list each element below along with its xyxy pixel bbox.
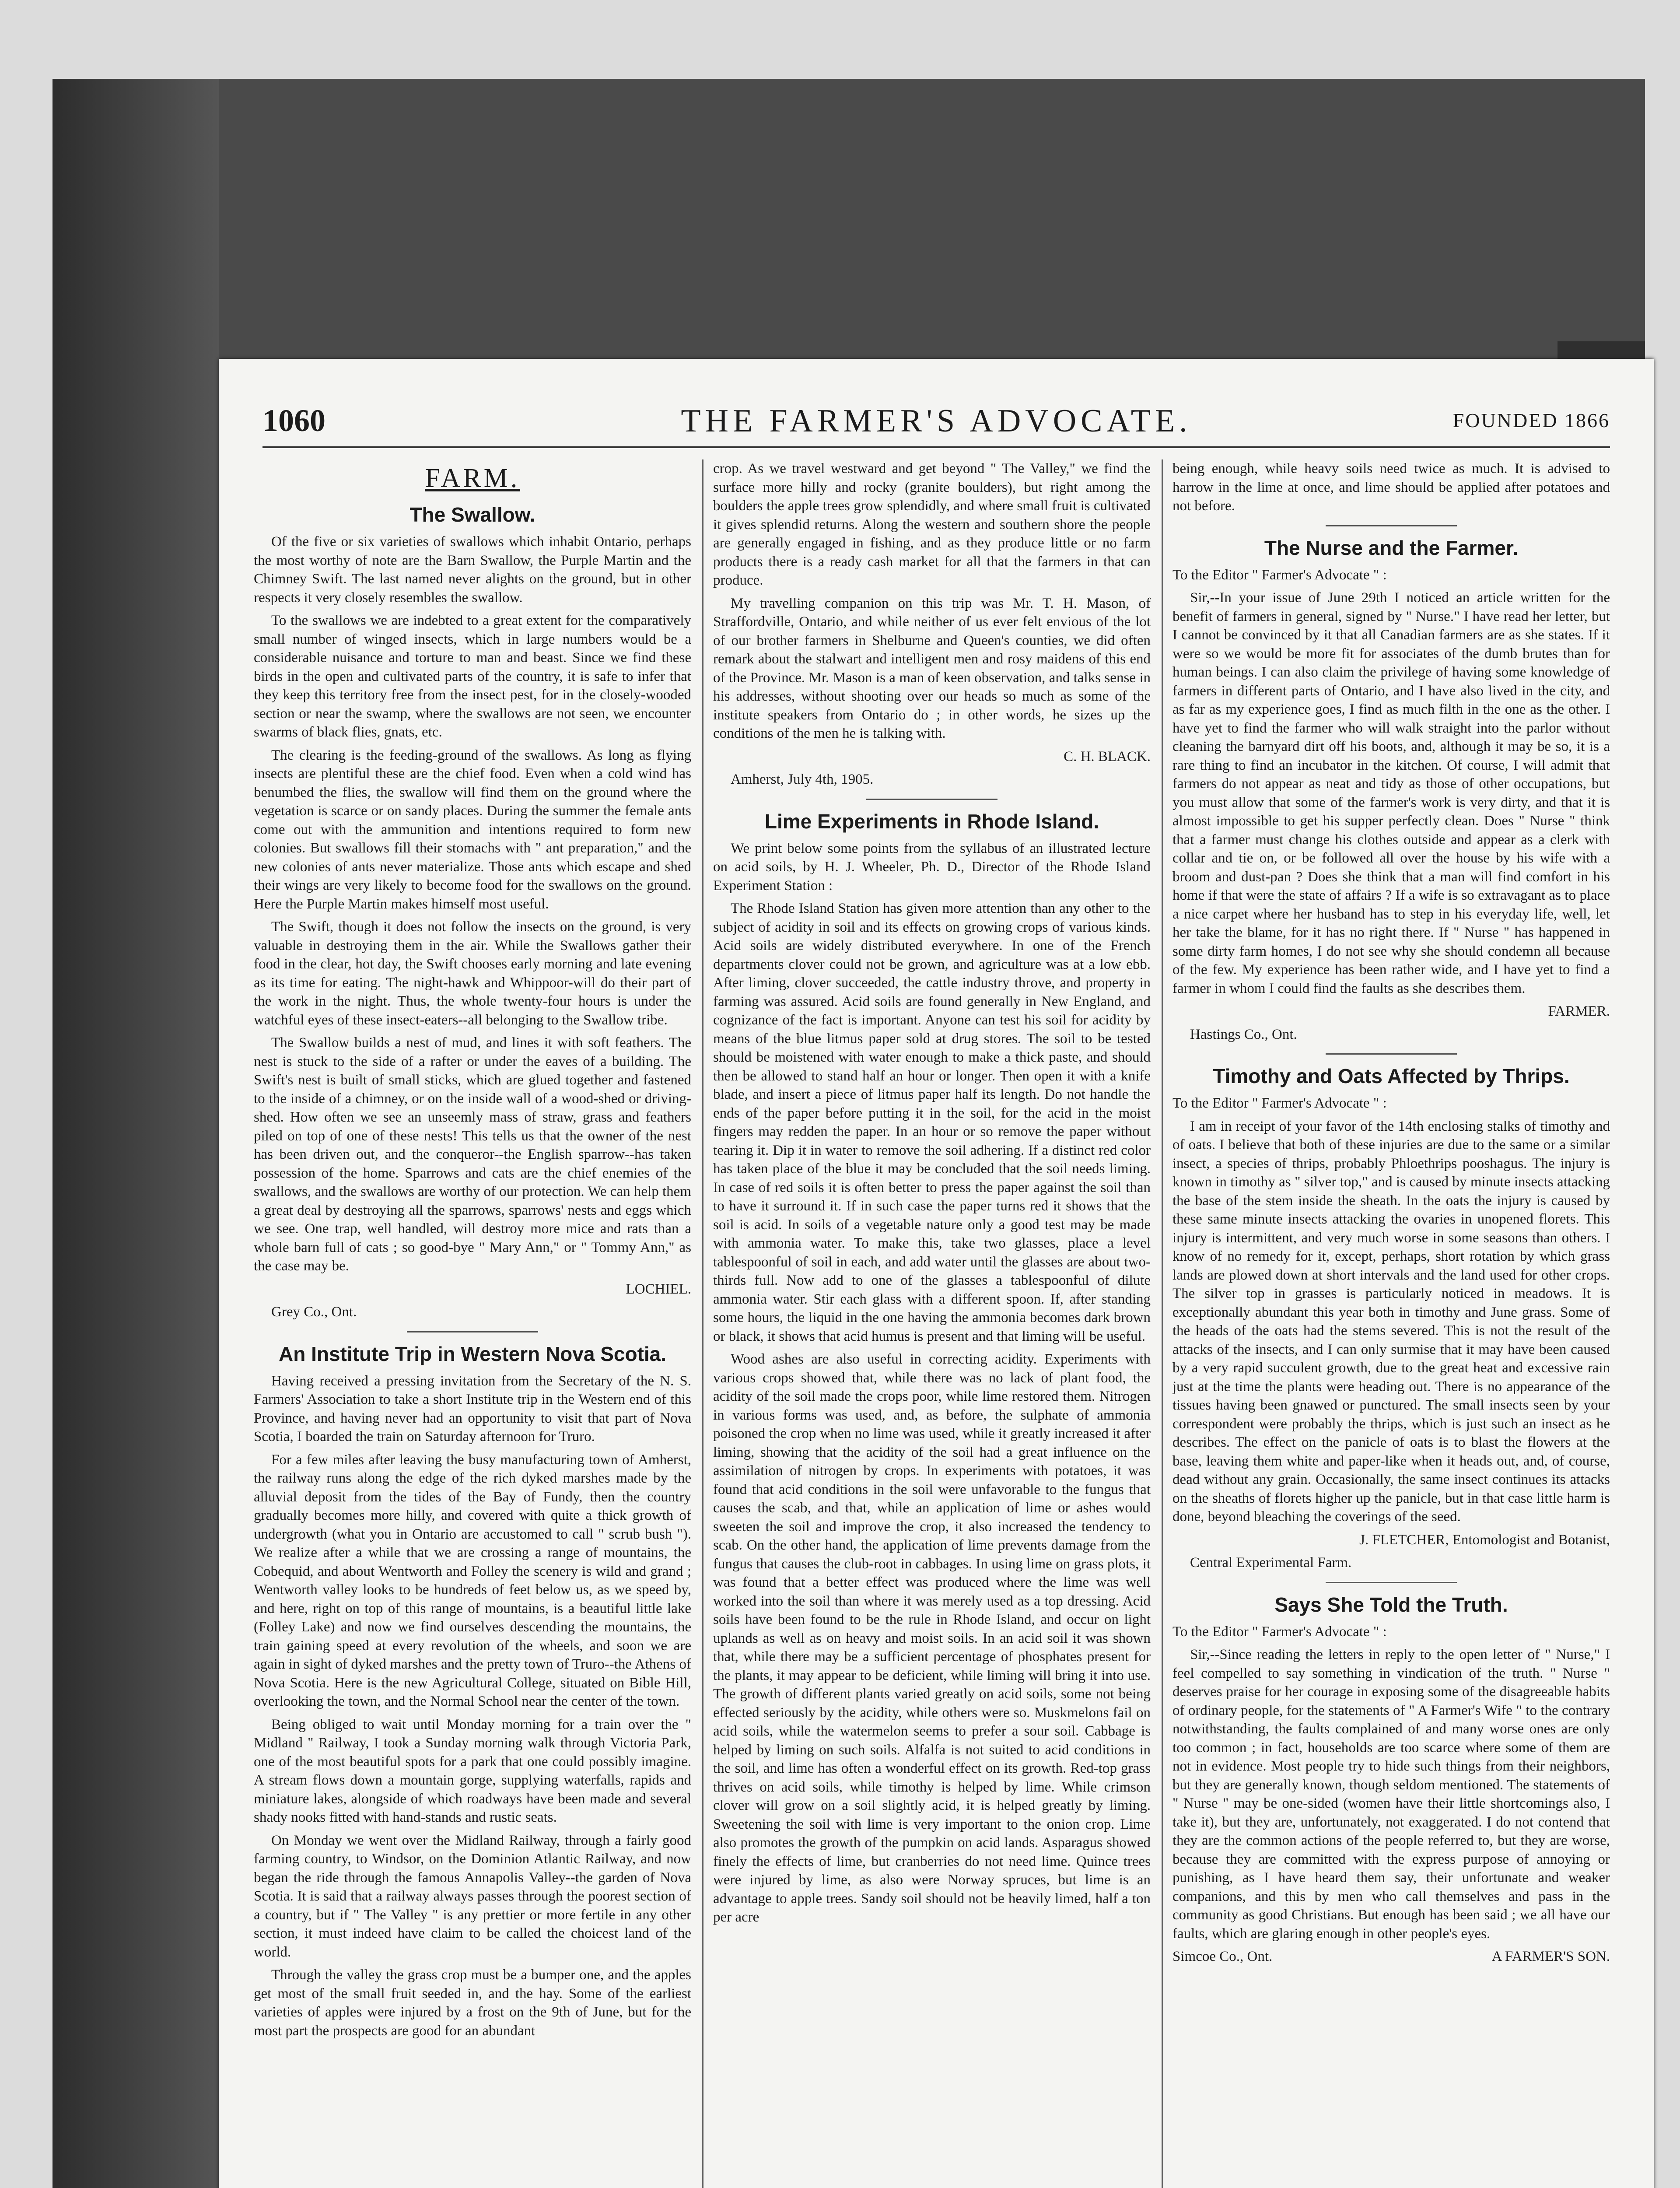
column-1 [254, 459, 691, 2188]
lime-title: Lime Experiments in Rhode Island. [764, 810, 1099, 833]
institute-continuation: My travelling companion on this trip was Mr. T. H. Mason, of Straffordville, Ontario, and while neither of us ever felt envious of the lot of our brother farmers in Shelburne and Queen's counties, we did often remark about the stalwart and intelligent men and rosy maidens of this end of the Province. Mr. Mason is a man of keen observation, and talks sense in his addresses, without shooting over our heads so much as some of the institute speakers from Ontario do ; in other words, he sizes up the conditions of the men he is talking with. [713, 595, 1151, 741]
truth-signature: A FARMER'S SON. [1491, 1949, 1610, 1964]
column-divider [702, 459, 704, 2188]
divider [1326, 1582, 1457, 1583]
column-divider [1162, 459, 1163, 2188]
page-header [262, 403, 1610, 442]
institute-paragraph: Through the valley the grass crop must be a bumper one, and the apples get most of the small fruit seeded in, and the hay. Some of the earliest varieties of apples were injured by a frost on the 9th of June, but for the most part the prospects are good for an abundant [254, 1967, 691, 2039]
institute-paragraph: On Monday we went over the Midland Railway, through a fairly good farming country, to Windsor, on the Dominion Atlantic Railway, and now began the ride through the famous Annapolis Valley--the garden of Nova Scotia. It is said that a railway always passes through the poorest section of a country, but if " The Valley " is any prettier or more fertile in any other section, it must indeed have claim to be called the choicest land of the world. [254, 1832, 691, 1960]
nurse-place: Hastings Co., Ont. [1190, 1026, 1297, 1042]
lime-paragraph: Wood ashes are also useful in correcting acidity. Experiments with various crops showed that, while there was no lack of plant food, the acidity of the soil made the crops poor, while lime restored them. Nitrogen in various forms was used, and, as before, the sulphate of ammonia poisoned the crop when no lime was used, while it greatly increased it after liming, showing that the acidity of the soil had a great influence on the assimilation of nitrogen by crops. In experiments with potatoes, it was found that acid conditions in the soil were unfavorable to the fungus that causes the scab, and that, while an application of lime or ashes would sweeten the soil and improve the crop, it also increased the tendency to scab. On the other hand, the application of lime prevents damage from the fungus that causes the club-root in cabbages. In using lime on grass plots, it was found that a better effect was produced where the lime was well worked into the soil than where it was merely used as a top dressing. Acid soils have been found to be the rule in Rhode Island, and occur on light uplands as well as on heavy and moist soils. In an acid soil it was shown that, while there may be a sufficient percentage of phosphates present for the plants, it may appear to be deficient, while liming will bring it into use. The growth of different plants varied greatly on acid soils, some not being effected seriously by the acidity, while others were so. Muskmelons fail on acid soils, while the watermelon seems to prefer a sour soil. Cabbage is helped by liming on such soils. Alfalfa is not suited to acid conditions in the soil, and lime has often a wonderful effect on its growth. Red-top grass thrives on acid soils, while timothy is helped by lime. While crimson clover will grow on a soil slightly acid, it is helped greatly by liming. Sweetening the soil with lime is very important to the onion crop. Lime also promotes the growth of the pumpkin on acid lands. Asparagus showed finely the effects of lime, but cranberries do not need lime. Quince trees were injured by lime, as also were Norway spruces, but lime is an advantage to apple trees. Sandy soil should not be heavily limed, half a ton per acre [713, 1351, 1151, 1925]
swallow-paragraph: Of the five or six varieties of swallows which inhabit Ontario, perhaps the most worthy of note are the Barn Swallow, the Purple Martin and the Chimney Swift. The last named never alights on the ground, but in other respects it very closely resembles the swallow. [254, 534, 691, 606]
institute-title: An Institute Trip in Western Nova Scotia. [278, 1342, 667, 1365]
timothy-signature-line2: Central Experimental Farm. [1190, 1555, 1352, 1571]
nurse-paragraph: Sir,--In your issue of June 29th I noticed an article written for the benefit of farmers in general, signed by " Nurse." I have read her letter, but I cannot be convinced by it that all Canadian farmers are as she states. If it were so we would be more fit for associates of the dumb brutes than for human beings. I can also claim the privilege of having some knowledge of farmers in different parts of Ontario, and I have also lived in the city, and as far as my experience goes, I find as much filth in the one as the other. I have yet to find the farmer who will walk straight into the parlor without cleaning the barnyard dirt off his boots, and, although it may be so, it is a rare thing to find an incubator in the kitchen. Of course, I will admit that farmers do not appear as neat and tidy as those of other occupations, but you must allow that some of the farmer's work is very dirty, and that it is almost impossible to get his supper perfectly clean. Does " Nurse " think that a farmer must change his clothes outside and appear as a clerk with collar and tie on, or be followed all over the house by his wife with a broom and dust-pan ? Does she think that a man will find comfort in his home if that were the state of affairs ? If a wife is so extravagant as to place a nice carpet where her husband has to step in his everyday life, well, let her take the blame, for it has no right there. If " Nurse " has happened in some dirty farm homes, I do not see why she should condemn all because of the few. My experience has been rather wide, and I have yet to find a farmer in whom I could find the faults as she describes them. [1172, 590, 1610, 996]
newspaper-page [219, 359, 1654, 2188]
nurse-salutation: To the Editor " Farmer's Advocate " : [1172, 567, 1387, 583]
institute-paragraph: Having received a pressing invitation from the Secretary of the N. S. Farmers' Association to take a short Institute trip in the Western end of this Province, and having never had an opportunity to visit that part of Nova Scotia, I boarded the train on Saturday afternoon for Truro. [254, 1373, 691, 1445]
divider [1326, 1053, 1457, 1055]
timothy-signature: J. FLETCHER, Entomologist and Botanist, [1359, 1532, 1610, 1548]
truth-paragraph: Sir,--Since reading the letters in reply to the open letter of " Nurse," I feel compelled to say something in vindication of the truth. " Nurse " deserves praise for her courage in exposing some of the disagreeable habits of ordinary people, for the statements of " A Farmer's Wife " to the contrary notwithstanding, the faults complained of and many worse ones are only too common ; in fact, households are too scarce where some of them are not in evidence. Most people try to hide such things from their neighbors, but they are generally known, though seldom mentioned. The statements of " Nurse " may be one-sided (women have their little shortcomings also, I take it), but they are, unfortunately, not exaggerated. I do not contend that they are the common actions of the people referred to, but they are worse, because they are committed with the express purpose of annoying or punishing, as I have heard them say, their unfortunate and weaker companions, and this by men who call themselves and pass in the community as good Christians. But enough has been said ; we all have our faults, which are glaring enough in other people's eyes. [1172, 1647, 1610, 1942]
column-2 [713, 459, 1151, 2188]
department-heading: FARM. [425, 463, 520, 493]
lime-paragraph: The Rhode Island Station has given more attention than any other to the subject of acidity in soil and its effects on growing crops of various kinds. Acid soils are widely distributed everywhere. In one of the French departments clover could not be grown, and agriculture was at a low ebb. After liming, clover succeeded, the cattle industry throve, and property in farming was assured. Acid soils are found generally in New England, and cognizance of the fact is important. Anyone can test his soil for acidity by means of the blue litmus paper sold at drug stores. The soil to be tested should be moistened with water enough to make a thick paste, and should then be allowed to stand half an hour or longer. Then open it with a knife blade, and insert a piece of litmus paper half its length. Do not handle the ends of the paper before putting it in the soil, for the acid in the moist fingers may redden the paper. In an hour or so remove the paper without tearing it. Dip it in water to remove the soil adhering. If a distinct red color has taken place of the blue it may be concluded that the soil needs liming. In case of red soils it is often better to press the paper against the soil than to have it surround it. If in such case the paper turns red it shows that the soil is acid. In soils of a vegetable nature only a good test may be made with ammonia water. To make this, take two glasses, place a level tablespoonful of soil in each, and add water until the glasses are about two-thirds full. Now add to one of the glasses a tablespoonful of dilute ammonia water. Stir each glass with a different spoon. If, after standing some hours, the liquid in the one having the ammonia becomes dark brown or black, it shows that acid humus is present and that liming will be useful. [713, 901, 1151, 1344]
swallow-paragraph: The Swallow builds a nest of mud, and lines it with soft feathers. The nest is stuck to the side of a rafter or under the eaves of a building. The Swift's nest is built of small sticks, which are glued together and fastened to the inside of a chimney, or on the inside wall of a wood-shed or driving-shed. How often we see an unseemly mass of straw, grass and feathers piled on top of one of these nests! This tells us that the owner of the nest has been driven out, and the conqueror--the English sparrow--has taken possession of the home. Sparrows and cats are the chief enemies of the swallows, and the swallows are worthy of our protection. We can help them a great deal by destroying all the sparrows, sparrows' nests and eggs which we see. One trap, well handled, will destroy more mice and rats than a whole barn full of cats ; so good-bye " Mary Ann," or " Tommy Ann," as the case may be. [254, 1035, 691, 1274]
swallow-paragraph: To the swallows we are indebted to a great extent for the comparatively small number of winged insects, which in large numbers would be a considerable nuisance and torture to man and beast. Since we find these birds in the open and cultivated parts of the country, it is safe to infer that they keep this territory free from the insect pest, for in the closely-wooded section or near the swamp, where the swallows are not seen, we encounter swarms of black flies, gnats, etc. [254, 613, 691, 740]
divider [407, 1331, 538, 1332]
institute-paragraph: Being obliged to wait until Monday morning for a train over the " Midland " Railway, I took a Sunday morning walk through Victoria Park, one of the most beautiful spots for a park that one could possibly imagine. A stream flows down a mountain gorge, supplying waterfalls, rapids and miniature lakes, alongside of which roadways have been made and several shady nooks fitted with hand-stands and rustic seats. [254, 1716, 691, 1825]
column-3 [1172, 459, 1610, 2188]
swallow-signature: LOCHIEL. [626, 1281, 691, 1297]
truth-place: Simcoe Co., Ont. [1172, 1949, 1273, 1964]
truth-salutation: To the Editor " Farmer's Advocate " : [1172, 1623, 1387, 1640]
timothy-salutation: To the Editor " Farmer's Advocate " : [1172, 1095, 1387, 1111]
institute-place: Amherst, July 4th, 1905. [731, 771, 874, 787]
timothy-paragraph: I am in receipt of your favor of the 14th enclosing stalks of timothy and of oats. I believe that both of these injuries are due to the same or a similar insect, a species of thrips, probably Phloethrips pooshagus. The injury is known in timothy as " silver top," and is caused by minute insects attacking the base of the stem inside the sheath. In the oats the injury is caused by these same minute insects attacking the ovaries in unopened florets. This injury is intermittent, and very much worse in some seasons than others. I know of no remedy for it, except, perhaps, short rotation by which grass lands are plowed down at short intervals and the land used for other crops. The silver top in grasses is particularly noticed in meadows. It is exceptionally abundant this year both in timothy and June grass. Some of the heads of the oats had the stems severed. This is not the result of the attacks of the insects, and I can only surmise that it may have been caused by a very rapid succulent growth, due to the great heat and excessive rain just at the time the plants were heading out. There is no appearance of the tissues having been gnawed or punctured. The small insects seen by your correspondent were probably the thrips, which is just such an insect as he describes. The effect on the panicle of oats is to blast the flowers at the base, leaving them white and paper-like when it heads out, and, of course, dead without any grain. Occasionally, the same insect continues its attacks on the sheaths of florets higher up the panicle, but in that case little harm is done, beyond bleaching the coverings of the seed. [1172, 1118, 1610, 1525]
divider [866, 799, 998, 800]
page-number: 1060 [262, 403, 326, 438]
lime-paragraph: We print below some points from the syllabus of an illustrated lecture on acid soils, by H. J. Wheeler, Ph. D., Director of the Rhode Island Experiment Station : [713, 840, 1151, 894]
timothy-title: Timothy and Oats Affected by Thrips. [1213, 1065, 1570, 1087]
institute-continuation: crop. As we travel westward and get beyond " The Valley," we find the surface more hilly and rocky (granite boulders), but right among the boulders the apple trees grow splendidly, and where small fruit is cultivated it gives splendid returns. Along the western and southern shore the people are generally engaged in fishing, and as they produce little or no farm products there is a ready cash market for all that the farmers in that can produce. [713, 461, 1151, 588]
swallow-paragraph: The clearing is the feeding-ground of the swallows. As long as flying insects are plentiful these are the chief food. Even when a cold wind has benumbed the flies, the swallow will find them on the ground where the vegetation is scarce or on sandy places. During the summer the female ants come out with the ammunition and intentions required to form new colonies. But swallows fill their stomachs with " ant preparation," and the new colonies of ants never materialize. Those ants which escape and shed their wings are very likely to become food for the swallows on the ground. Here the Purple Martin makes himself most useful. [254, 747, 691, 912]
nurse-signature: FARMER. [1548, 1003, 1610, 1019]
lime-continuation: being enough, while heavy soils need twice as much. It is advised to harrow in the lime at once, and lime should be applied after potatoes and not before. [1172, 461, 1610, 514]
truth-title: Says She Told the Truth. [1274, 1593, 1508, 1616]
founded-date: FOUNDED 1866 [1452, 409, 1610, 431]
institute-signature: C. H. BLACK. [1064, 748, 1151, 764]
microfilm-left-shadow [52, 79, 219, 2188]
swallow-place: Grey Co., Ont. [271, 1304, 357, 1320]
swallow-paragraph: The Swift, though it does not follow the insects on the ground, is very valuable in destroying them in the air. While the Swallows gather their food in the clear, hot day, the Swift chooses early morning and late evening as its time for eating. The night-hawk and Whippoor-will do their part of the work in the night. Thus, the whole twenty-four hours is under the watchful eyes of these insect-eaters--all belonging to the Swallow tribe. [254, 919, 691, 1028]
truth-signoff [1172, 1947, 1610, 1966]
institute-paragraph: For a few miles after leaving the busy manufacturing town of Amherst, the railway runs along the edge of the rich dyked marshes made by the alluvial deposit from the tides of the Bay of Fundy, then the country gradually becomes more hilly, and covered with quite a thick growth of undergrowth (what you in Ontario are accustomed to call " scrub bush "). We realize after a while that we are crossing a range of mountains, the Cobequid, and about Wentworth and Folley the scenery is wild and grand ; Wentworth valley looks to be hundreds of feet below us, as we speed by, and here, right on top of this range of mountains, is a beautiful little lake (Folley Lake) and now we find ourselves descending the mountains, the train gaining speed at every revolution of the wheels, and soon we are again in sight of dyked marshes and the pretty town of Truro--the Athens of Nova Scotia. Here is the new Agricultural College, situated on Bible Hill, overlooking the town, and the Normal School near the center of the town. [254, 1452, 691, 1709]
header-rule [262, 446, 1610, 448]
swallow-title: The Swallow. [410, 503, 536, 526]
masthead: THE FARMER'S ADVOCATE. [681, 403, 1192, 439]
divider [1326, 525, 1457, 526]
nurse-title: The Nurse and the Farmer. [1264, 536, 1519, 559]
